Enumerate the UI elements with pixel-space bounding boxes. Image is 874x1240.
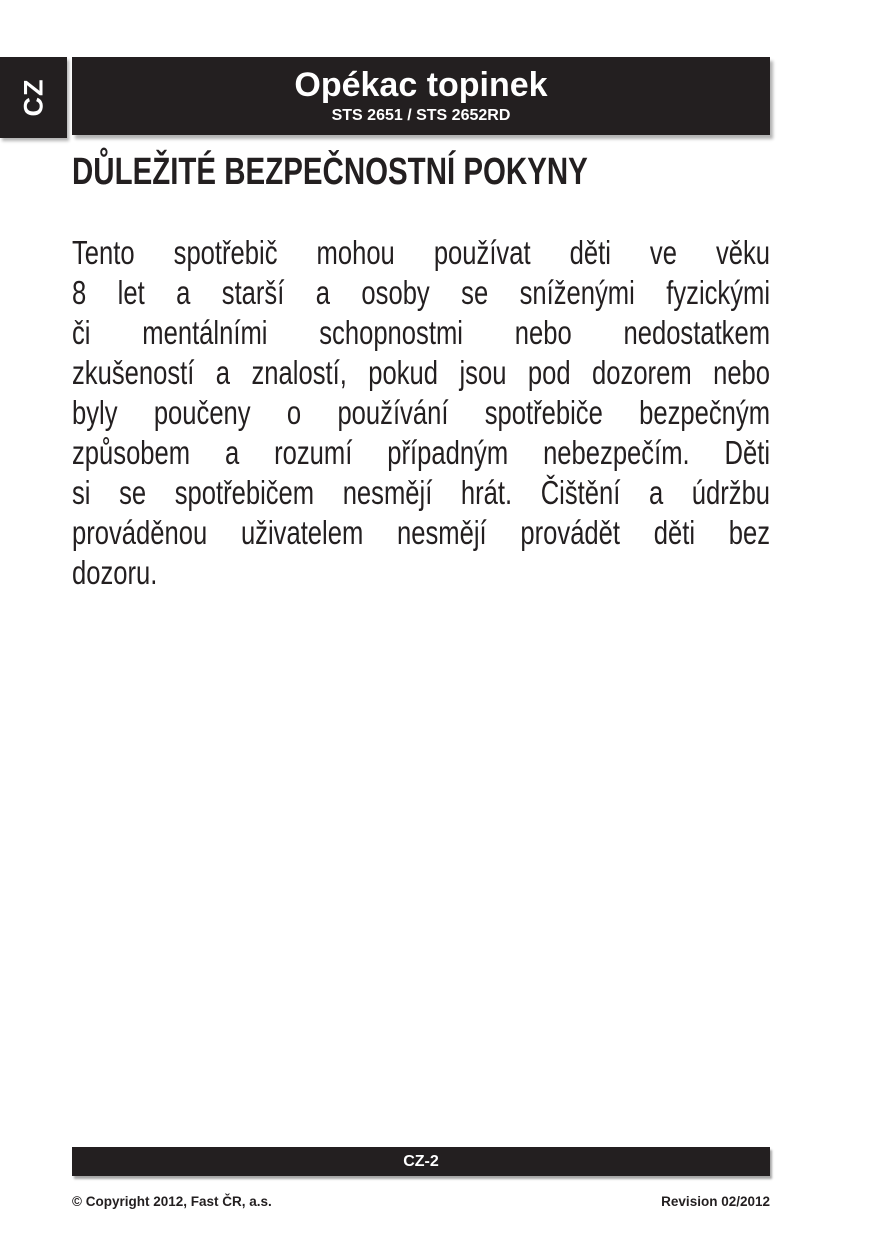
body-text-line: 8 let a starší a osoby se sníženými fyzickými — [72, 274, 771, 311]
body-text-line: byly poučeny o používání spotřebiče bezpečným — [72, 394, 771, 431]
product-title: Opékac topinek — [294, 66, 548, 104]
body-text-line: dozoru. — [72, 554, 158, 591]
revision-text: Revision 02/2012 — [661, 1194, 770, 1209]
body-text-line: Tento spotřebič mohou používat děti ve věku — [72, 234, 771, 271]
header-banner — [72, 57, 770, 135]
section-heading: DŮLEŽITÉ BEZPEČNOSTNÍ POKYNY — [72, 151, 588, 193]
body-text-line: prováděnou uživatelem nesmějí provádět děti bez — [72, 514, 771, 551]
language-tab — [0, 57, 67, 138]
content-column — [72, 150, 770, 593]
body-text-line: zkušeností a znalostí, pokud jsou pod dozorem nebo — [72, 354, 771, 391]
body-paragraph — [72, 233, 770, 593]
page-number: CZ-2 — [403, 1153, 439, 1170]
model-numbers: STS 2651 / STS 2652RD — [331, 107, 511, 124]
footer — [72, 1194, 770, 1209]
body-text-line: si se spotřebičem nesmějí hrát. Čištění a údržbu — [72, 474, 771, 511]
body-text-line: způsobem a rozumí případným nebezpečím. Děti — [72, 434, 771, 471]
language-tab-label: CZ — [18, 78, 48, 117]
page-number-bar — [72, 1147, 770, 1176]
text-block — [72, 150, 770, 593]
body-text-line: či mentálními schopnostmi nebo nedostatkem — [72, 314, 771, 351]
copyright-text: © Copyright 2012, Fast ČR, a.s. — [72, 1194, 272, 1209]
